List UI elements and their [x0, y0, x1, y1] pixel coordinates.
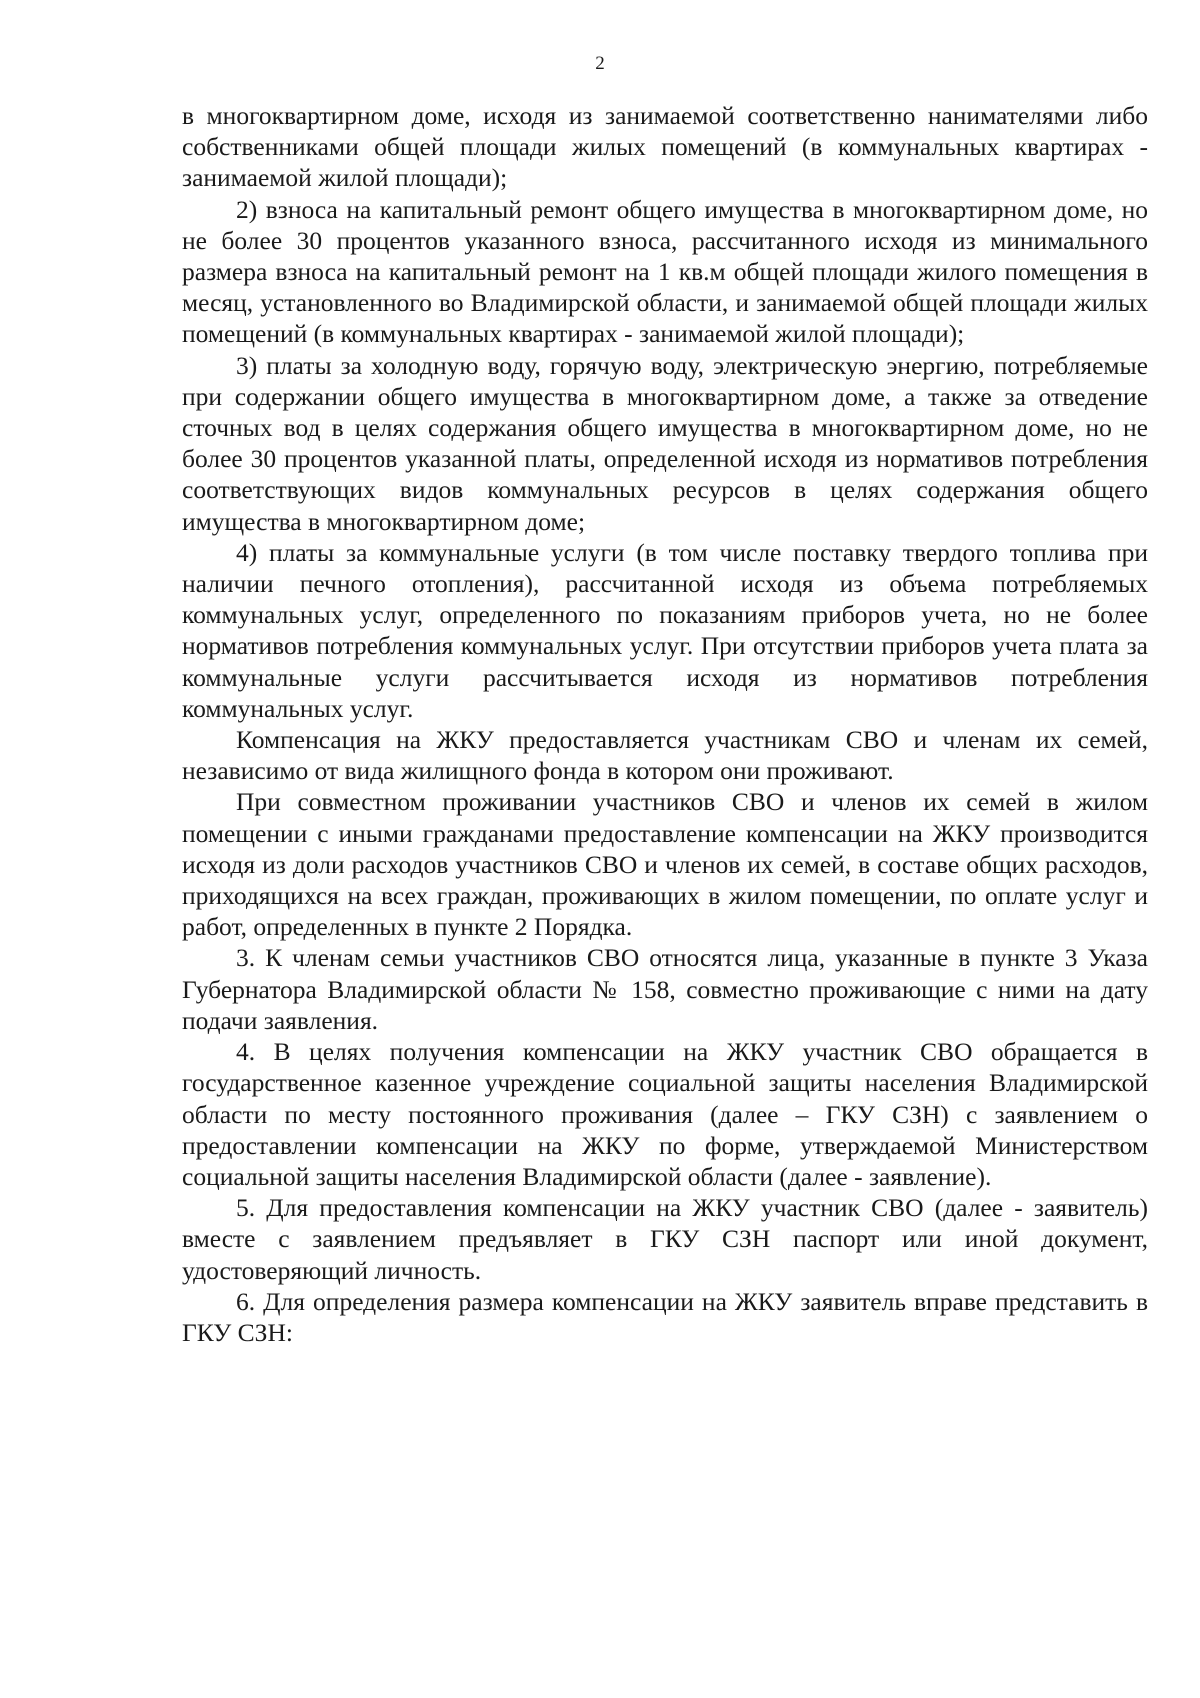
- document-body: [182, 100, 1148, 1348]
- page-number: 2: [595, 53, 605, 74]
- paragraph-section-3: 3. К членам семьи участников СВО относятся лица, указанные в пункте 3 Указа Губернатора Владимирской области № 158, совместно проживающие с ними на дату подачи заявления.: [182, 943, 1148, 1035]
- paragraph-joint-residence: При совместном проживании участников СВО и членов их семей в жилом помещении с иными гражданами предоставление компенсации на ЖКУ производится исходя из доли расходов участников СВО и членов их семей, в составе общих расходов, приходящихся на всех граждан, проживающих в жилом помещении, по оплате услуг и работ, определенных в пункте 2 Порядка.: [182, 787, 1148, 942]
- paragraph-item-3: 3) платы за холодную воду, горячую воду, электрическую энергию, потребляемые при содержании общего имущества в многоквартирном доме, а также за отведение сточных вод в целях содержания общего имущества в многоквартирном доме, но не более 30 процентов указанной платы, определенной исходя из нормативов потребления соответствующих видов коммунальных ресурсов в целях содержания общего имущества в многоквартирном доме;: [182, 350, 1148, 536]
- paragraph-item-2: 2) взноса на капитальный ремонт общего имущества в многоквартирном доме, но не более 30 процентов указанного взноса, рассчитанного исходя из минимального размера взноса на капитальный ремонт на 1 кв.м общей площади жилого помещения в месяц, установленного во Владимирской области, и занимаемой общей площади жилых помещений (в коммунальных квартирах - занимаемой жилой площади);: [182, 194, 1148, 349]
- paragraph-section-6: 6. Для определения размера компенсации на ЖКУ заявитель вправе представить в ГКУ СЗН:: [182, 1286, 1148, 1347]
- paragraph-continuation: в многоквартирном доме, исходя из занимаемой соответственно нанимателями либо собственниками общей площади жилых помещений (в коммунальных квартирах - занимаемой жилой площади);: [182, 101, 1148, 193]
- paragraph-section-5: 5. Для предоставления компенсации на ЖКУ участник СВО (далее - заявитель) вместе с заявлением предъявляет в ГКУ СЗН паспорт или иной документ, удостоверяющий личность.: [182, 1193, 1148, 1285]
- paragraph-section-4: 4. В целях получения компенсации на ЖКУ участник СВО обращается в государственное казенное учреждение социальной защиты населения Владимирской области по месту постоянного проживания (далее – ГКУ СЗН) с заявлением о предоставлении компенсации на ЖКУ по форме, утверждаемой Министерством социальной защиты населения Владимирской области (далее - заявление).: [182, 1037, 1148, 1191]
- paragraph-compensation: Компенсация на ЖКУ предоставляется участникам СВО и членам их семей, независимо от вида жилищного фонда в котором они проживают.: [182, 725, 1148, 786]
- paragraph-item-4: 4) платы за коммунальные услуги (в том числе поставку твердого топлива при наличии печного отопления), рассчитанной исходя из объема потребляемых коммунальных услуг, определенного по показаниям приборов учета, но не более нормативов потребления коммунальных услуг. При отсутствии приборов учета плата за коммунальные услуги рассчитывается исходя из нормативов потребления коммунальных услуг.: [182, 537, 1148, 723]
